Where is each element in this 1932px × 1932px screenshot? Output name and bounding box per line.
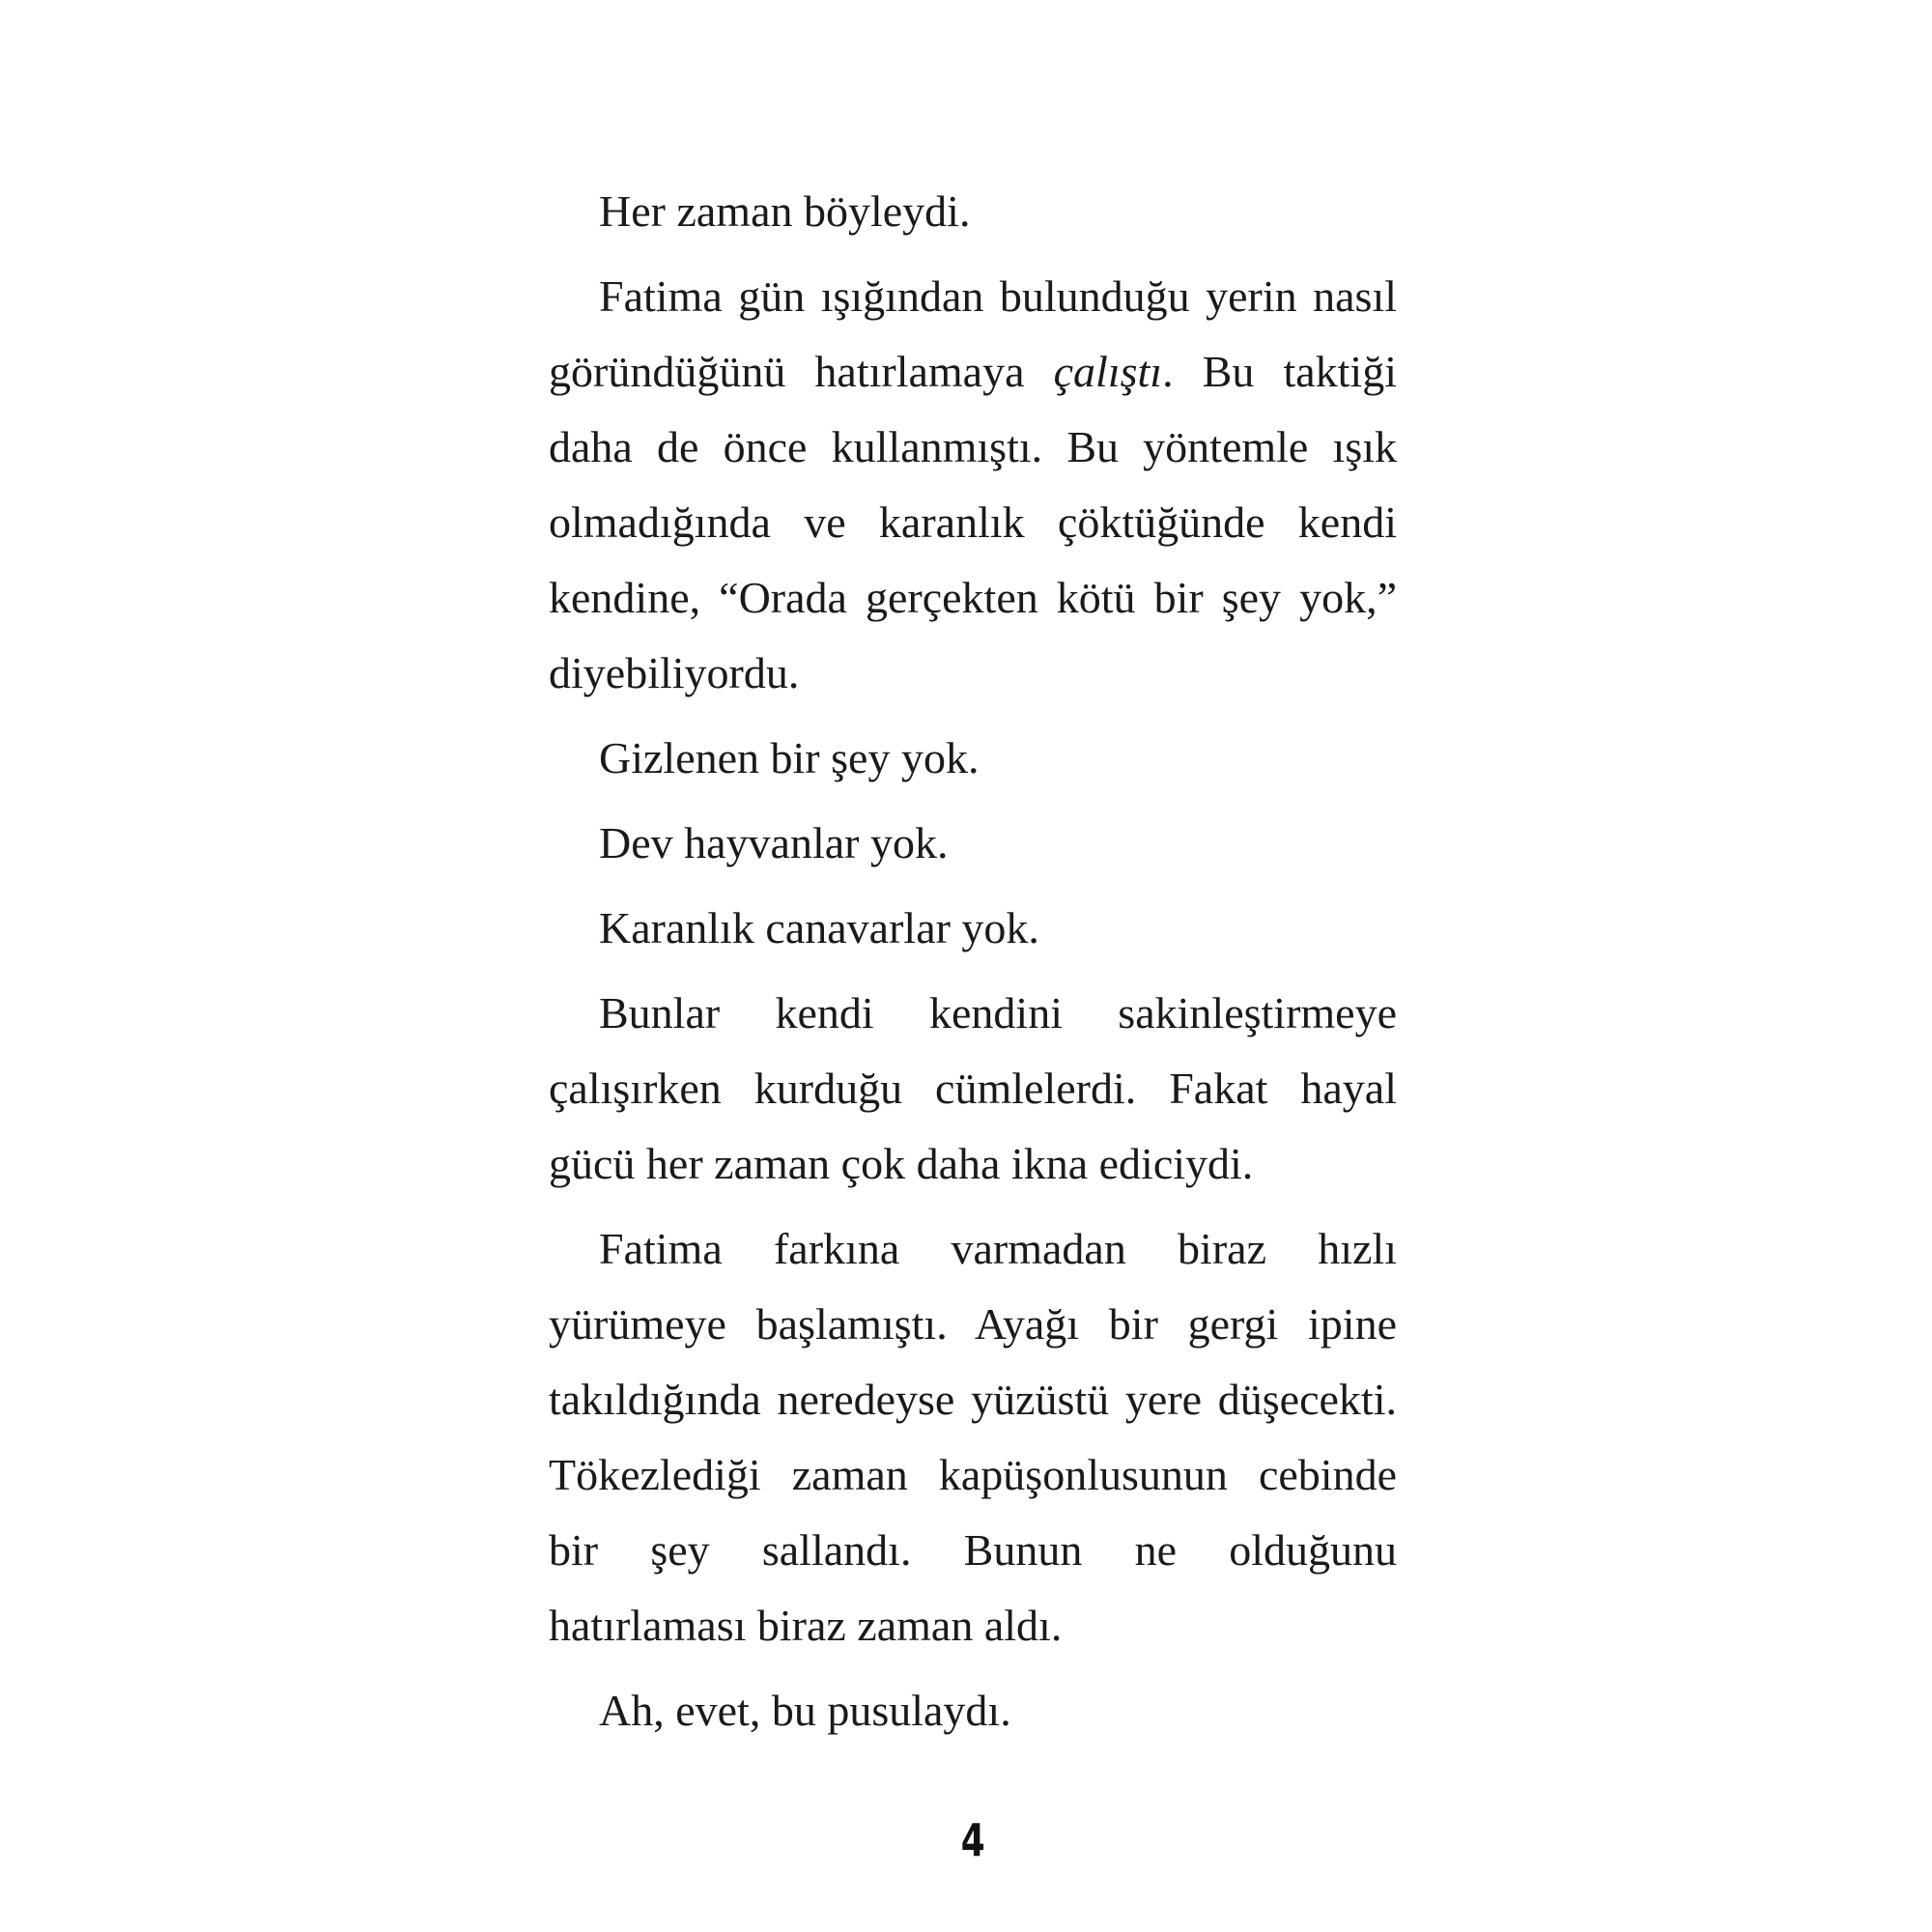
paragraph: Bunlar kendi kendini sakinleştirmeye çalışırken kurduğu cümlelerdi. Fakat hayal gücü her zaman çok daha ikna ediciydi. [549,988,1397,1188]
paragraph: Fatima gün ışığından bulunduğu yerin nasıl göründüğünü hatırlamaya çalıştı. Bu taktiği daha de önce kullanmıştı. Bu yöntemle ışık olmadığında ve karanlık çöktüğünde kendi kendine, “Orada gerçekten kötü bir şey yok,” diyebiliyordu. [549,271,1397,697]
paragraph: Gizlenen bir şey yok. [599,733,980,782]
paragraph: Her zaman böyleydi. [599,186,971,236]
paragraph: Karanlık canavarlar yok. [599,903,1039,952]
paragraph: Dev hayvanlar yok. [599,818,949,867]
page-number: 4 [960,1814,985,1866]
body-text [549,174,1397,1758]
paragraph: Ah, evet, bu pusulaydı. [599,1686,1011,1735]
paragraph: Fatima farkına varmadan biraz hızlı yürümeye başlamıştı. Ayağı bir gergi ipine takıldığında neredeyse yüzüstü yere düşecekti. Tökezlediği zaman kapüşonlusunun cebinde bir şey sallandı. Bunun ne olduğunu hatırlaması biraz zaman aldı. [549,1224,1397,1650]
emphasis-text: çalıştı [1053,347,1163,396]
